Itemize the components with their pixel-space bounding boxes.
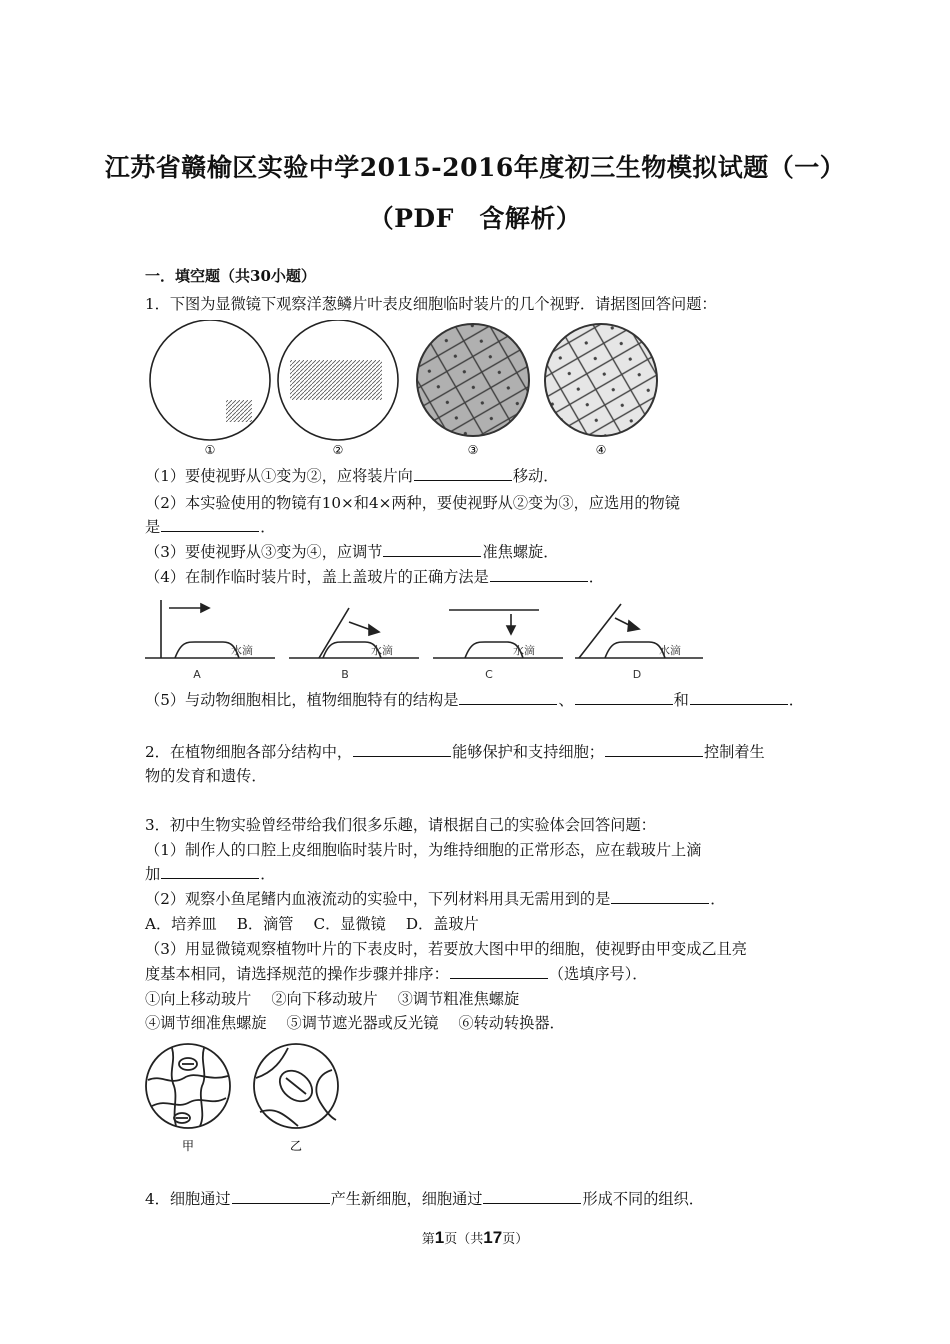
view-3 [410, 320, 540, 457]
view-label-4: ④ [595, 443, 607, 457]
method-label-b: B [341, 668, 349, 681]
view-jia [146, 1044, 230, 1128]
section-heading: 一．填空题（共30小题） [145, 267, 316, 285]
label-yi: 乙 [289, 1139, 303, 1153]
total-pages: 17 [483, 1228, 503, 1247]
answer-blank[interactable] [414, 466, 512, 481]
method-b [289, 608, 419, 658]
water-label-d: 水滴 [659, 644, 681, 657]
method-a [145, 600, 275, 658]
view-label-3: ③ [467, 443, 479, 457]
q1-part2: （2）本实验使用的物镜有10×和4×两种，要使视野从②变为③，应选用的物镜 [145, 494, 680, 512]
view-label-1: ① [204, 443, 216, 457]
q1-part2-cont: 是 ． [145, 518, 276, 536]
view-label-2: ② [332, 443, 344, 457]
q3-part2: （2）观察小鱼尾鳍内血液流动的实验中，下列材料用具无需用到的是 ． [145, 890, 726, 908]
view-1 [150, 320, 270, 457]
q3-part1: （1）制作人的口腔上皮细胞临时装片时，为维持细胞的正常形态，应在载玻片上滴 [145, 841, 702, 859]
document-title-line2: （PDF 含解析） [368, 204, 582, 233]
document-title-line1: 江苏省赣榆区实验中学2015-2016年度初三生物模拟试题（一） [104, 153, 846, 182]
q3-steps-2: ④调节细准焦螺旋 ⑤调节遮光器或反光镜 ⑥转动转换器． [145, 1014, 565, 1032]
q1-part3: （3）要使视野从③变为④，应调节 准焦螺旋． [145, 543, 559, 561]
answer-blank[interactable] [161, 517, 259, 532]
q2-line1: 2．在植物细胞各部分结构中， 能够保护和支持细胞； 控制着生 [145, 743, 765, 761]
answer-blank[interactable] [450, 964, 548, 979]
q1-stem: 1．下图为显微镜下观察洋葱鳞片叶表皮细胞临时装片的几个视野．请据图回答问题： [145, 295, 717, 313]
q3-options: A．培养皿 B．滴管 C．显微镜 D．盖玻片 [145, 915, 479, 933]
answer-blank[interactable] [490, 567, 588, 582]
answer-blank[interactable] [459, 690, 557, 705]
answer-blank[interactable] [353, 742, 451, 757]
method-c [433, 610, 563, 658]
view-yi [254, 1044, 338, 1128]
answer-blank[interactable] [611, 889, 709, 904]
q3-steps-1: ①向上移动玻片 ②向下移动玻片 ③调节粗准焦螺旋 [145, 990, 520, 1008]
view-4 [540, 320, 670, 457]
q3-part1-cont: 加 ． [145, 865, 276, 883]
method-d [575, 604, 703, 658]
cover-slip-methods-figure [143, 596, 703, 686]
water-label-a: 水滴 [231, 644, 253, 657]
q1-part5: （5）与动物细胞相比，植物细胞特有的结构是 、 和 ． [145, 691, 804, 709]
q1-part4: （4）在制作临时装片时，盖上盖玻片的正确方法是 ． [145, 568, 604, 586]
answer-blank[interactable] [232, 1189, 330, 1204]
answer-blank[interactable] [575, 690, 673, 705]
answer-blank[interactable] [483, 1189, 581, 1204]
page-footer: 第1页（共17页） [421, 1228, 529, 1247]
page-number: 1 [434, 1228, 445, 1247]
q3-stem: 3．初中生物实验曾经带给我们很多乐趣，请根据自己的实验体会回答问题： [145, 816, 656, 834]
answer-blank[interactable] [605, 742, 703, 757]
answer-blank[interactable] [383, 542, 481, 557]
q3-part3-cont: 度基本相同，请选择规范的操作步骤并排序： （选填序号）． [145, 965, 648, 983]
q3-part3: （3）用显微镜观察植物叶片的下表皮时，若要放大图中甲的细胞，使视野由甲变成乙且亮 [145, 940, 747, 958]
method-label-d: D [632, 668, 642, 681]
answer-blank[interactable] [690, 690, 788, 705]
method-label-c: C [485, 668, 493, 681]
stomata-views-figure [142, 1040, 342, 1160]
view-2 [278, 320, 398, 457]
q2-line2: 物的发育和遗传． [145, 767, 267, 785]
q1-part1: （1）要使视野从①变为②，应将装片向 移动． [145, 467, 559, 485]
label-jia: 甲 [181, 1139, 195, 1153]
answer-blank[interactable] [161, 864, 259, 879]
water-label-c: 水滴 [513, 644, 535, 657]
microscope-views-figure [140, 320, 670, 460]
method-label-a: A [193, 668, 201, 681]
q4-line: 4．细胞通过 产生新细胞，细胞通过 形成不同的组织． [145, 1190, 704, 1208]
water-label-b: 水滴 [371, 644, 393, 657]
